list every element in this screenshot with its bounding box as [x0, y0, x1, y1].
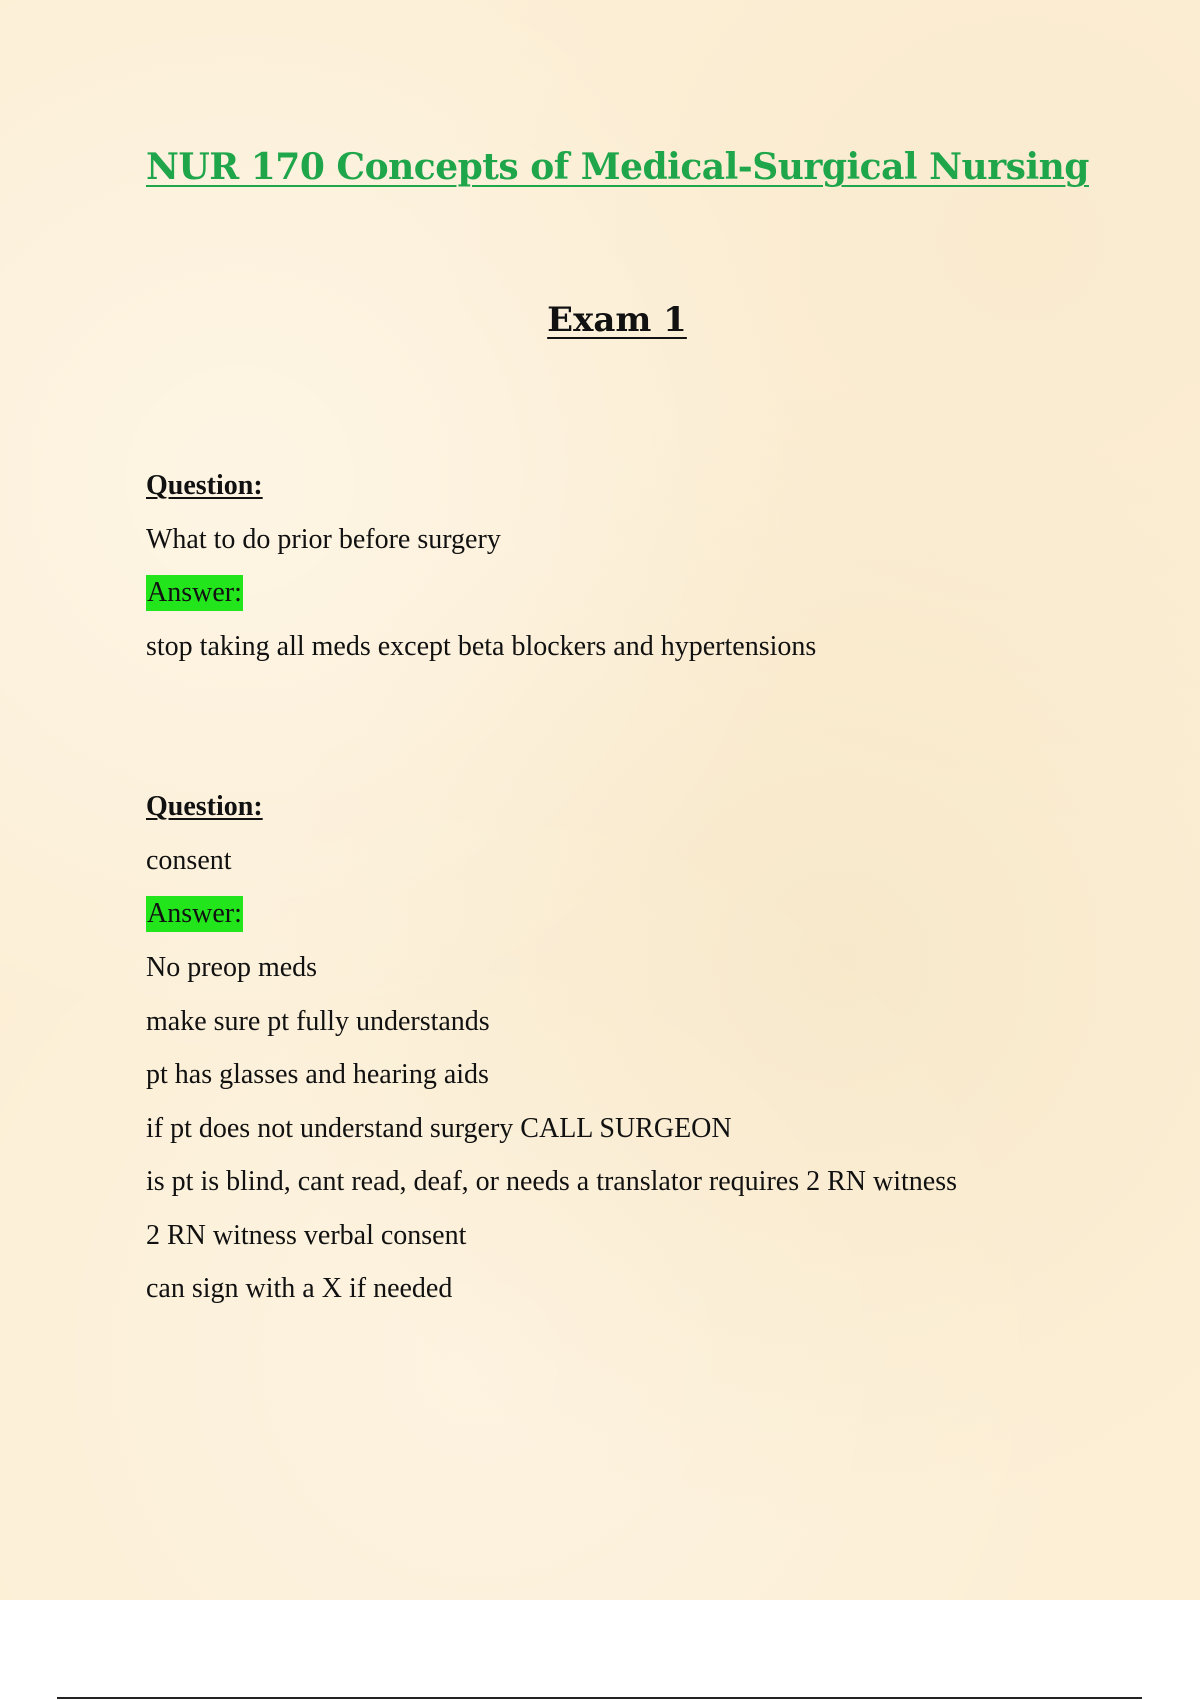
- answer-line: can sign with a X if needed: [146, 1273, 453, 1304]
- answer-label: Answer:: [146, 896, 243, 932]
- answer-line: make sure pt fully understands: [146, 1005, 490, 1037]
- answer-line: if pt does not understand surgery CALL SURGEON: [146, 1112, 732, 1144]
- footer-divider: [57, 1697, 1142, 1699]
- qa-block-1: [146, 459, 816, 674]
- answer-line: stop taking all meds except beta blockers and hypertensions: [146, 631, 817, 662]
- answer-line: is pt is blind, cant read, deaf, or needs a translator requires 2 RN witness: [146, 1166, 958, 1197]
- exam-title: Exam 1: [547, 300, 687, 340]
- question-label: Question:: [146, 470, 263, 501]
- answer-line: 2 RN witness verbal consent: [146, 1219, 467, 1251]
- question-label: Question:: [146, 791, 263, 822]
- document-title: NUR 170 Concepts of Medical-Surgical Nursing: [146, 146, 1089, 188]
- question-text: What to do prior before surgery: [146, 523, 501, 555]
- question-text: consent: [146, 844, 232, 876]
- answer-label: Answer:: [146, 575, 243, 611]
- qa-block-2: [146, 780, 957, 1316]
- answer-line: No preop meds: [146, 952, 318, 983]
- answer-line: pt has glasses and hearing aids: [146, 1059, 489, 1090]
